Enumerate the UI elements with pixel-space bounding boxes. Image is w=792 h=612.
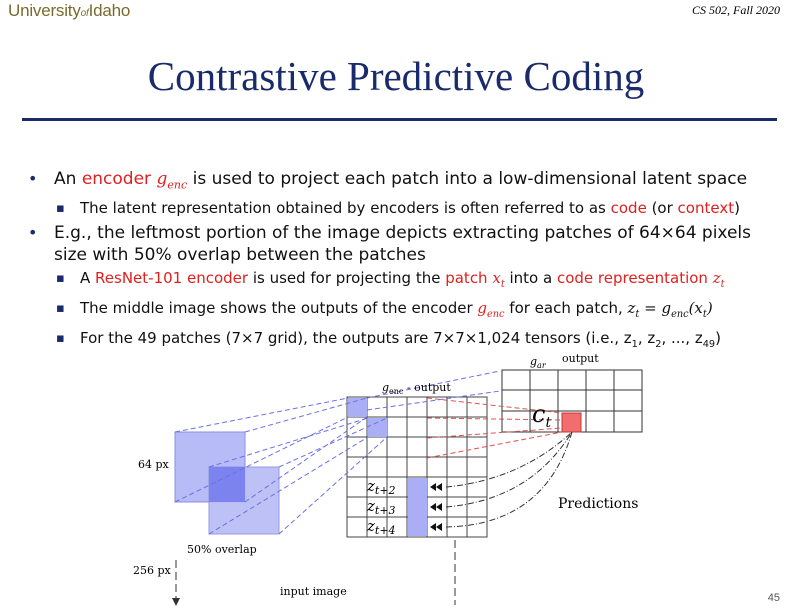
context-term: context — [677, 199, 735, 218]
logo-idaho: Idaho — [88, 1, 131, 20]
eq-sub: t — [702, 309, 707, 321]
overlap-label: 50% overlap — [187, 543, 257, 556]
x-letter: x — [492, 269, 501, 288]
output-label: output — [562, 352, 599, 365]
page-number: 45 — [767, 592, 780, 604]
bullet-text: E.g., the leftmost portion of the image depicts extracting patches of 64×64 pixels size with 50% overlap between the patches — [54, 223, 752, 266]
course-label: CS 502, Fall 2020 — [691, 3, 780, 17]
input-image-label: input image — [280, 585, 347, 598]
down-arrow-icon — [172, 598, 180, 606]
bullet-text: ) — [734, 199, 740, 218]
patch-overlap — [209, 467, 245, 502]
eq-part: ) — [706, 299, 713, 318]
t-sub: t — [500, 279, 505, 291]
slide-title: Contrastive Predictive Coding — [147, 53, 645, 99]
prediction-curves — [446, 432, 572, 527]
z-t4-label: $z_{t+4}$ — [367, 517, 396, 537]
bullet-text: into a — [504, 269, 557, 288]
arrow-heads — [430, 483, 442, 531]
bullet-text: A — [80, 269, 96, 288]
logo-of: of — [80, 8, 89, 19]
eq-part: z — [627, 299, 636, 318]
z-sub: 49 — [702, 339, 716, 351]
eq-part: (x — [688, 299, 703, 318]
genc-output-label: $g_{enc}$ - output — [382, 381, 451, 396]
z-letter: z — [712, 269, 721, 288]
resnet-term: ResNet-101 encoder — [95, 269, 249, 288]
bullet-text: for each patch, — [504, 299, 628, 318]
eq-part: = g — [639, 299, 672, 318]
bullet-text: , ..., z — [661, 329, 703, 348]
enc-sub: enc — [167, 178, 188, 192]
px256-label: 256 px — [133, 564, 171, 577]
bullet-text: An — [54, 169, 82, 189]
px64-label: 64 px — [138, 458, 169, 471]
encoder-term: encoder — [81, 169, 152, 189]
ct-cell — [562, 413, 581, 432]
bullet-text: (or — [646, 199, 678, 218]
logo-university: University — [8, 1, 81, 20]
gar-label: $g_{ar}$ — [530, 355, 546, 370]
genc-cell-2 — [368, 418, 387, 437]
g-letter: g — [156, 169, 168, 189]
z-t2-label: $z_{t+2}$ — [367, 477, 396, 497]
z-sub: 1 — [631, 339, 638, 351]
g-letter: g — [477, 299, 487, 318]
code-term: code — [610, 199, 647, 218]
bullet-text: For the 49 patches (7×7 grid), the outputs are 7×7×1,024 tensors (i.e., z — [80, 329, 632, 348]
enc-sub: enc — [487, 309, 505, 321]
t-sub: t — [720, 279, 725, 291]
ct-label: $c_t$ — [532, 400, 552, 431]
code-rep-term: code representation — [556, 269, 713, 288]
genc-column-highlight — [408, 478, 427, 536]
z-sub: 2 — [655, 339, 662, 351]
bullet-text: , z — [637, 329, 656, 348]
predictions-label: Predictions — [558, 496, 639, 512]
bullet-text: is used to project each patch into a low-dimensional latent space — [187, 169, 748, 189]
eq-sub: t — [635, 309, 640, 321]
eq-sub: enc — [671, 309, 689, 321]
z-t3-label: $z_{t+3}$ — [367, 497, 396, 517]
patch-term: patch — [445, 269, 493, 288]
bullet-text: is used for projecting the — [248, 269, 446, 288]
bullet-text: The latent representation obtained by encoders is often referred to as — [80, 199, 611, 218]
bullet-text: ) — [715, 329, 721, 348]
bullet-text: The middle image shows the outputs of the encoder — [80, 299, 478, 318]
